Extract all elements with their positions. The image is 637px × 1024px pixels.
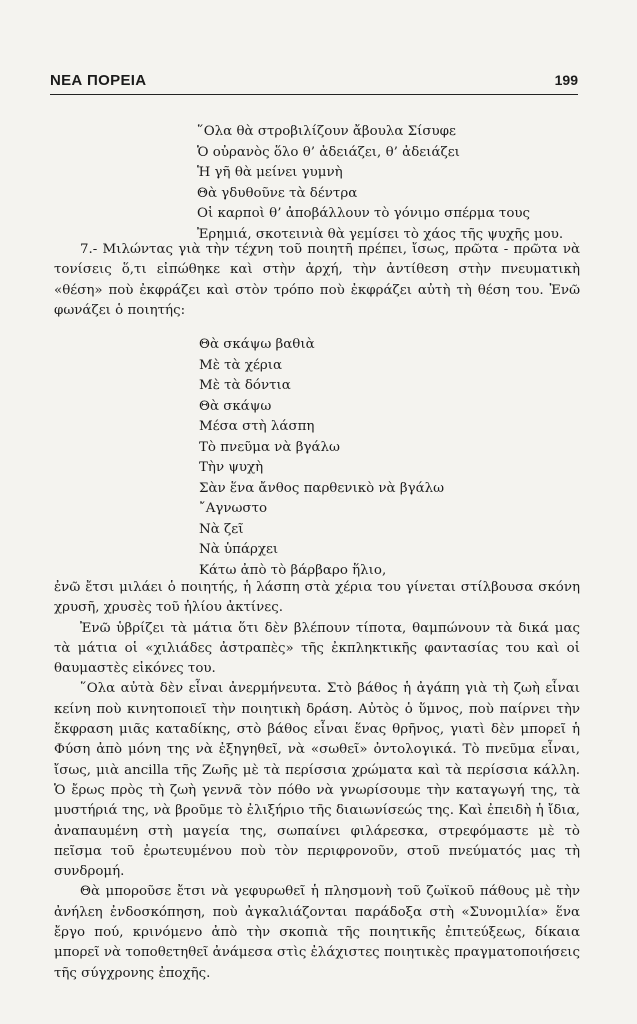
poem-excerpt-1 bbox=[197, 122, 563, 245]
poem-line: Τὸ πνεῦμα νὰ βγάλω bbox=[199, 439, 340, 455]
poem-excerpt-2 bbox=[199, 335, 444, 581]
poem-line: Σὰν ἕνα ἄνθος παρθενικὸ νὰ βγάλω bbox=[199, 480, 445, 496]
poem-line: Νὰ ὑπάρχει bbox=[199, 542, 279, 557]
journal-title: ΝΕΑ ΠΟΡΕΙΑ bbox=[50, 72, 147, 89]
poem-line: Μέσα στὴ λάσπη bbox=[199, 419, 315, 434]
paragraph: ῞Ολα αὐτὰ δὲν εἶναι ἀνερμήνευτα. Στὸ βάθος ἡ ἀγάπη γιὰ τὴ ζωὴ εἶναι κείνη ποὺ κινητοποιεῖ τὴν ποιητικὴ δράση. Αὐτὸς ὁ ὕμνος, ποὺ παίρνει τὴν ἔκφραση μιᾶς καταδίκης, στὸ βάθος εἶναι ἕνας θρῆνος, γιατὶ δὲν μπορεῖ ἡ Φύση ἀπὸ μόνη της νὰ ἐξηγηθεῖ, νὰ «σωθεῖ» ὀντολογικά. Τὸ πνεῦμα εἶναι, ἴσως, μιὰ ancilla τῆς Ζωῆς μὲ τὰ περίσσια χρώματα καὶ τὰ περίσσια κάλλη. Ὁ ἔρως πρὸς τὴ ζωὴ γεννᾶ τὸν πόθο νὰ γνωρίσουμε τὴν καταγωγή της, τὰ μυστήριά της, νὰ βροῦμε τὸ ἐλιξήριο τῆς διαιωνίσεώς της. Καὶ ἐπειδὴ ἡ ἴδια, ἀναπαυμένη στὴ μαγεία της, σωπαίνει φιλάρεσκα, στρεφόμαστε μὲ τὸ πεῖσμα τοῦ ἐρωτευμένου ποὺ τὸν περιφρονοῦν, στοῦ πνεύματός μας τὴ συνδρομή. bbox=[54, 681, 580, 880]
paragraph: 7.- Μιλώντας γιὰ τὴν τέχνη τοῦ ποιητῆ πρέπει, ἴσως, πρῶτα - πρῶτα νὰ τονίσεις ὅ,τι εἰπώθηκε καὶ στὴν ἀρχή, τὴν ἀντίθεση στὴν πνευματικὴ «θέση» ποὺ ἐκφράζει καὶ στὸν τρόπο ποὺ ἐκφράζει αὐτὴ τὴ θέση του. Ἐνῶ φωνάζει ὁ ποιητής: bbox=[54, 242, 580, 318]
poem-line: Θὰ σκάψω βαθιὰ bbox=[199, 337, 315, 352]
poem-line: Μὲ τὰ δόντια bbox=[199, 378, 291, 393]
poem-line: Τὴν ψυχὴ bbox=[199, 460, 264, 475]
poem-line: ῞Ολα θὰ στροβιλίζουν ἄβουλα Σίσυφε bbox=[197, 124, 456, 139]
paragraph: ἐνῶ ἔτσι μιλάει ὁ ποιητής, ἡ λάσπη στὰ χέρια του γίνεται στίλβουσα σκόνη χρυσῆ, χρυσὲς τοῦ ἡλίου ἀκτίνες. bbox=[54, 580, 580, 616]
poem-line: Ἡ γῆ θὰ μείνει γυμνὴ bbox=[197, 165, 343, 180]
page-number: 199 bbox=[554, 72, 578, 88]
paragraph: Θὰ μποροῦσε ἔτσι νὰ γεφυρωθεῖ ἡ πλησμονὴ τοῦ ζωϊκοῦ πάθους μὲ τὴν ἀνήλεη ἐνδοσκόπηση, ποὺ ἀγκαλιάζονται παράδοξα στὴ «Συνομιλία» ἕνα ἔργο πού, κρινόμενο ἀπὸ τὴν σκοπιὰ τῆς ποιητικῆς ἐπιτεύξεως, δίκαια μπορεῖ νὰ τοποθετηθεῖ ἀνάμεσα στὶς ἐλάχιστες ποιητικὲς πραγματοποιήσεις τῆς σύγχρονης ἐποχῆς. bbox=[54, 884, 580, 981]
paragraph: Ἐνῶ ὑβρίζει τὰ μάτια ὅτι δὲν βλέπουν τίποτα, θαμπώνουν τὰ δικά μας τὰ μάτια οἱ «χιλιάδες ἀστραπὲς» τῆς ἐκπληκτικῆς φαντασίας του καὶ οἱ θαυμαστὲς εἰκόνες του. bbox=[54, 620, 580, 677]
poem-line: ῎Αγνωστο bbox=[199, 501, 268, 516]
poem-line: Ἐρημιά, σκοτεινιὰ θὰ γεμίσει τὸ χάος τῆς ψυχῆς μου. bbox=[197, 226, 564, 242]
poem-line: Ὁ οὐρανὸς ὅλο θ’ ἀδειάζει, θ’ ἀδειάζει bbox=[197, 144, 460, 160]
poem-line: Κάτω ἀπὸ τὸ βάρβαρο ἥλιο, bbox=[199, 562, 387, 578]
poem-line: Θὰ σκάψω bbox=[199, 398, 272, 414]
poem-line: Θὰ γδυθοῦνε τὰ δέντρα bbox=[197, 185, 358, 201]
poem-line: Μὲ τὰ χέρια bbox=[199, 357, 283, 373]
body-text bbox=[54, 578, 580, 984]
poem-line: Νὰ ζεῖ bbox=[199, 521, 244, 537]
poem-line: Οἱ καρποὶ θ’ ἀποβάλλουν τὸ γόνιμο σπέρμα τους bbox=[197, 206, 531, 221]
running-header bbox=[50, 72, 578, 95]
section-7-paragraph bbox=[54, 240, 580, 321]
